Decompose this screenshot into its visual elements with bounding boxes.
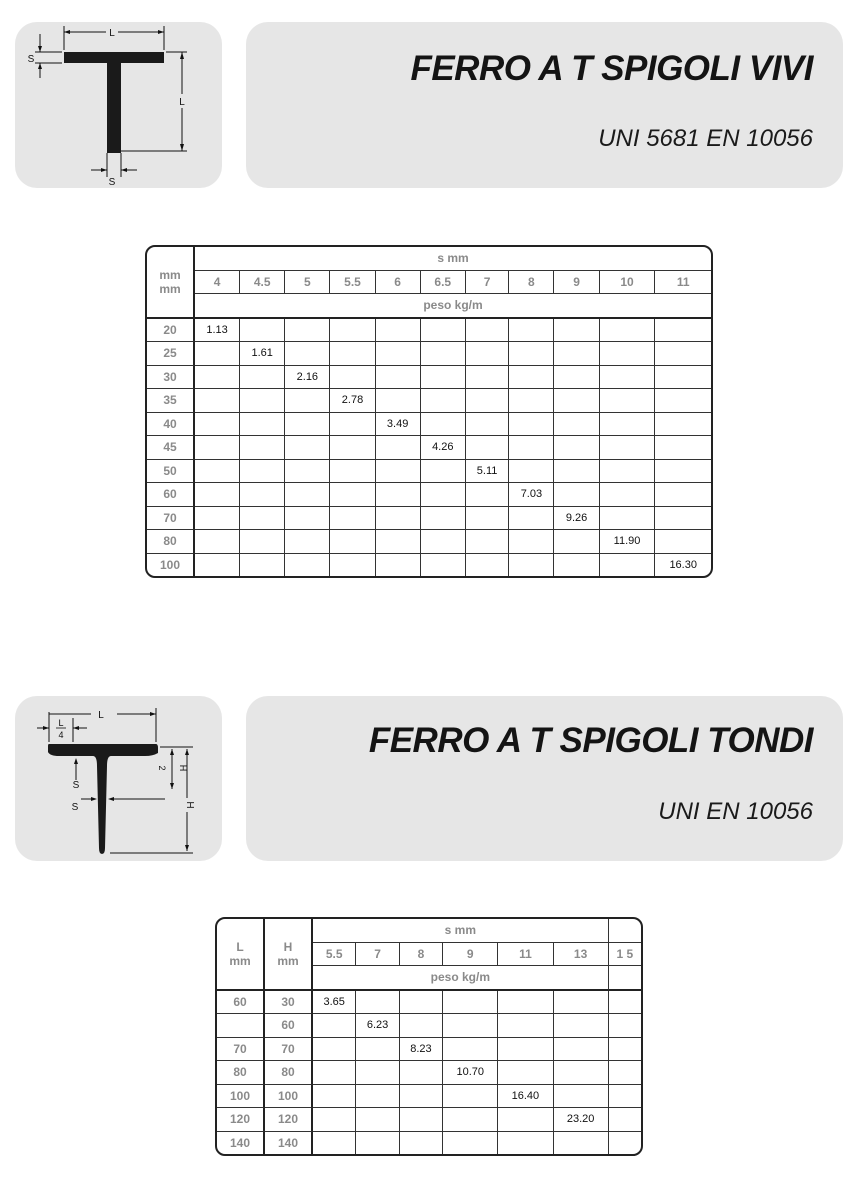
weight-cell (330, 530, 375, 554)
weight-cell (195, 413, 240, 437)
row-L-label: 60 (217, 991, 265, 1015)
corner-header (147, 247, 195, 319)
weight-cell (554, 554, 599, 577)
table-row (147, 436, 711, 460)
weight-cell (655, 507, 711, 531)
weight-cell (240, 413, 285, 437)
weight-cell (421, 460, 466, 484)
weight-subheader: peso kg/m (195, 294, 711, 319)
weight-cell (609, 1085, 641, 1109)
weight-cell (240, 530, 285, 554)
dim-label-L-top: L (98, 710, 104, 721)
weight-cell (330, 319, 375, 343)
weight-cell (443, 1014, 498, 1038)
weight-cell (330, 507, 375, 531)
table-row (147, 460, 711, 484)
t-flange (64, 52, 164, 63)
weight-cell (600, 436, 656, 460)
thickness-header: 11 (655, 271, 711, 295)
weight-cell (400, 1061, 443, 1085)
row-size-label: 80 (147, 530, 195, 554)
weight-cell (609, 1132, 641, 1155)
weight-cell (376, 436, 421, 460)
row-L-label: 100 (217, 1085, 265, 1109)
weight-cell (600, 554, 656, 577)
weight-cell (195, 389, 240, 413)
table-row (147, 483, 711, 507)
table-row (217, 1085, 641, 1109)
section-title: FERRO A T SPIGOLI TONDI (368, 721, 813, 760)
weight-cell (400, 1085, 443, 1109)
weight-cell (509, 342, 554, 366)
weight-cell (600, 389, 656, 413)
weight-cell (509, 436, 554, 460)
weight-cell (498, 1132, 553, 1155)
weight-cell (195, 436, 240, 460)
title-panel-spigoli-vivi (246, 22, 843, 188)
weight-cell (421, 554, 466, 577)
section-title: FERRO A T SPIGOLI VIVI (410, 49, 813, 88)
header-row-group (147, 247, 711, 271)
thickness-header: 10 (600, 271, 656, 295)
weight-cell (609, 1108, 641, 1132)
table-row (147, 554, 711, 577)
group-header-extra (609, 919, 641, 943)
group-header: s mm (313, 919, 609, 943)
weight-cell (554, 1061, 609, 1085)
table-row (147, 413, 711, 437)
thickness-header: 9 (443, 943, 498, 967)
table-row (147, 389, 711, 413)
weight-cell (554, 1014, 609, 1038)
row-size-label: 35 (147, 389, 195, 413)
weight-cell: 3.65 (313, 991, 356, 1015)
table-row (147, 507, 711, 531)
dim-label-L-fraction: L (58, 718, 64, 728)
table-row (217, 1132, 641, 1155)
weight-cell (195, 507, 240, 531)
thickness-header: 4 (195, 271, 240, 295)
weight-cell (400, 1108, 443, 1132)
weight-cell (655, 436, 711, 460)
weight-cell (498, 1014, 553, 1038)
weight-cell (655, 389, 711, 413)
weight-cell (509, 319, 554, 343)
col-H-label-1: H (283, 939, 293, 954)
weight-cell (509, 366, 554, 390)
weight-cell (600, 460, 656, 484)
weight-cell (421, 366, 466, 390)
weight-cell: 7.03 (509, 483, 554, 507)
col-header-L (217, 919, 265, 991)
weight-cell (376, 483, 421, 507)
weight-cell (554, 342, 599, 366)
weight-cell (285, 530, 330, 554)
row-H-label: 140 (265, 1132, 313, 1155)
weight-cell (313, 1085, 356, 1109)
weight-cell (466, 366, 509, 390)
row-H-label: 100 (265, 1085, 313, 1109)
col-L-label-2: mm (229, 953, 251, 968)
weight-cell (376, 460, 421, 484)
weight-cell (376, 342, 421, 366)
table-row (147, 530, 711, 554)
table-row (147, 366, 711, 390)
thickness-header: 1 5 (609, 943, 641, 967)
weight-cell (554, 1038, 609, 1062)
weight-cell (466, 554, 509, 577)
weight-cell (443, 991, 498, 1015)
thickness-header: 8 (509, 271, 554, 295)
weight-cell (655, 530, 711, 554)
table-row (217, 1014, 641, 1038)
weight-cell (600, 483, 656, 507)
weight-cell (330, 460, 375, 484)
weight-cell (466, 342, 509, 366)
thickness-header: 13 (554, 943, 609, 967)
dim-label-four: 4 (58, 730, 64, 740)
thickness-header: 11 (498, 943, 553, 967)
weight-cell (421, 413, 466, 437)
row-L-label: 80 (217, 1061, 265, 1085)
thickness-header: 5.5 (313, 943, 356, 967)
weight-cell: 9.26 (554, 507, 599, 531)
diagram-panel-spigoli-vivi (15, 22, 222, 188)
weight-cell (195, 554, 240, 577)
weight-cell (509, 507, 554, 531)
weight-cell (285, 483, 330, 507)
weight-cell (498, 1061, 553, 1085)
weight-cell (554, 530, 599, 554)
weight-cell (240, 460, 285, 484)
dim-label-s-web: S (71, 802, 79, 813)
t-profile-sharp-diagram (15, 22, 222, 188)
weight-cell (376, 554, 421, 577)
dim-label-L-top: L (109, 28, 115, 39)
row-L-label (217, 1014, 265, 1038)
weight-cell (356, 1108, 399, 1132)
group-header: s mm (195, 247, 711, 271)
weight-cell (600, 507, 656, 531)
weight-cell (313, 1132, 356, 1155)
thickness-header: 7 (356, 943, 399, 967)
table-row (147, 342, 711, 366)
weight-cell (655, 342, 711, 366)
weight-cell (421, 319, 466, 343)
dim-label-s-web: S (108, 177, 116, 188)
row-H-label: 120 (265, 1108, 313, 1132)
title-panel-spigoli-tondi (246, 696, 843, 861)
weight-cell (609, 991, 641, 1015)
weight-cell (400, 1132, 443, 1155)
weight-cell (554, 319, 599, 343)
weight-cell (285, 460, 330, 484)
weight-cell (285, 436, 330, 460)
weight-cell (554, 1132, 609, 1155)
weight-cell: 3.49 (376, 413, 421, 437)
weight-cell (655, 413, 711, 437)
weight-cell (498, 1108, 553, 1132)
col-header-H (265, 919, 313, 991)
dim-label-s-flange: S (72, 780, 80, 791)
row-H-label: 80 (265, 1061, 313, 1085)
section-norm: UNI EN 10056 (658, 798, 813, 825)
weight-cell: 2.78 (330, 389, 375, 413)
weight-cell (600, 366, 656, 390)
weight-cell (600, 413, 656, 437)
weight-cell (195, 460, 240, 484)
weight-cell (554, 1085, 609, 1109)
weight-cell (400, 1014, 443, 1038)
corner-label-1: mm (159, 267, 181, 282)
weight-cell: 2.16 (285, 366, 330, 390)
weight-cell (313, 1061, 356, 1085)
weight-cell: 23.20 (554, 1108, 609, 1132)
row-L-label: 140 (217, 1132, 265, 1155)
header-row-thickness (147, 271, 711, 295)
row-L-label: 120 (217, 1108, 265, 1132)
dim-label-H-side: H (184, 801, 195, 809)
weight-cell: 5.11 (466, 460, 509, 484)
weight-cell (421, 507, 466, 531)
weight-cell (330, 413, 375, 437)
weight-cell: 16.40 (498, 1085, 553, 1109)
weight-cell (356, 1038, 399, 1062)
weight-cell (313, 1014, 356, 1038)
weight-cell (609, 1061, 641, 1085)
weight-cell (240, 366, 285, 390)
weight-cell (466, 413, 509, 437)
weight-cell: 1.61 (240, 342, 285, 366)
weight-cell (330, 342, 375, 366)
weight-cell (609, 1014, 641, 1038)
weight-cell (240, 319, 285, 343)
weight-cell (376, 319, 421, 343)
weight-cell (443, 1132, 498, 1155)
weight-cell (498, 991, 553, 1015)
weight-cell (376, 530, 421, 554)
weight-cell (195, 530, 240, 554)
thickness-header: 5.5 (330, 271, 375, 295)
weight-cell (421, 389, 466, 413)
weight-cell (421, 530, 466, 554)
row-size-label: 25 (147, 342, 195, 366)
weight-cell (240, 436, 285, 460)
weight-cell (421, 483, 466, 507)
weight-cell (313, 1108, 356, 1132)
dim-label-two: 2 (157, 765, 167, 771)
table-row (147, 319, 711, 343)
weight-cell (554, 413, 599, 437)
weight-cell (400, 991, 443, 1015)
weight-cell (554, 366, 599, 390)
weight-cell (655, 460, 711, 484)
table-row (217, 991, 641, 1015)
weight-cell (600, 319, 656, 343)
row-size-label: 20 (147, 319, 195, 343)
weight-cell (509, 460, 554, 484)
weight-cell (285, 389, 330, 413)
weight-cell (554, 991, 609, 1015)
weight-cell (443, 1038, 498, 1062)
weight-subheader: peso kg/m (313, 966, 609, 991)
weight-cell (466, 507, 509, 531)
weight-cell (655, 366, 711, 390)
weight-cell: 8.23 (400, 1038, 443, 1062)
weight-cell: 1.13 (195, 319, 240, 343)
weight-cell (376, 366, 421, 390)
weight-cell (285, 319, 330, 343)
dim-label-H-fraction: H (178, 764, 188, 772)
row-size-label: 60 (147, 483, 195, 507)
row-size-label: 40 (147, 413, 195, 437)
row-size-label: 70 (147, 507, 195, 531)
weight-cell (285, 342, 330, 366)
table-row (217, 1038, 641, 1062)
weight-cell (443, 1108, 498, 1132)
weight-cell (285, 507, 330, 531)
weight-table-spigoli-vivi (145, 245, 713, 578)
corner-label-2: mm (159, 281, 181, 296)
header-row-group (217, 919, 641, 943)
diagram-panel-spigoli-tondi (15, 696, 222, 861)
weight-cell (356, 1085, 399, 1109)
weight-cell (655, 483, 711, 507)
weight-cell (356, 991, 399, 1015)
weight-cell (285, 413, 330, 437)
weight-cell: 11.90 (600, 530, 656, 554)
thickness-header: 9 (554, 271, 599, 295)
weight-cell (240, 483, 285, 507)
weight-cell (554, 389, 599, 413)
row-H-label: 30 (265, 991, 313, 1015)
weight-cell (498, 1038, 553, 1062)
weight-cell (356, 1061, 399, 1085)
col-L-label-1: L (236, 939, 244, 954)
weight-cell (466, 530, 509, 554)
weight-cell (240, 389, 285, 413)
weight-cell (421, 342, 466, 366)
thickness-header: 6 (376, 271, 421, 295)
thickness-header: 6.5 (421, 271, 466, 295)
weight-cell (240, 554, 285, 577)
weight-cell (466, 389, 509, 413)
weight-cell (509, 530, 554, 554)
weight-cell (195, 366, 240, 390)
section-norm: UNI 5681 EN 10056 (598, 125, 813, 152)
t-web (107, 63, 121, 153)
weight-cell (466, 319, 509, 343)
weight-cell (376, 389, 421, 413)
weight-cell (554, 483, 599, 507)
row-H-label: 70 (265, 1038, 313, 1062)
weight-cell: 16.30 (669, 558, 697, 571)
weight-cell: 10.70 (443, 1061, 498, 1085)
row-size-label: 100 (147, 554, 195, 577)
weight-cell (609, 1038, 641, 1062)
weight-cell (509, 554, 554, 577)
header-row-weight (147, 294, 711, 319)
weight-cell (313, 1038, 356, 1062)
thickness-header: 8 (400, 943, 443, 967)
table-row (217, 1061, 641, 1085)
weight-cell (330, 554, 375, 577)
weight-cell (376, 507, 421, 531)
row-size-label: 50 (147, 460, 195, 484)
row-H-label: 60 (265, 1014, 313, 1038)
weight-cell (509, 389, 554, 413)
dim-label-s-flange: S (27, 54, 35, 65)
t-profile-round-diagram (15, 696, 222, 861)
weight-cell (330, 366, 375, 390)
weight-cell (330, 483, 375, 507)
weight-cell: 6.23 (356, 1014, 399, 1038)
col-H-label-2: mm (277, 953, 299, 968)
weight-cell (195, 342, 240, 366)
row-size-label: 45 (147, 436, 195, 460)
row-L-label: 70 (217, 1038, 265, 1062)
weight-cell (655, 319, 711, 343)
weight-cell (466, 483, 509, 507)
weight-cell (443, 1085, 498, 1109)
thickness-header: 4.5 (240, 271, 285, 295)
weight-cell (195, 483, 240, 507)
weight-cell (240, 507, 285, 531)
thickness-header: 5 (285, 271, 330, 295)
weight-cell (509, 413, 554, 437)
weight-cell (554, 460, 599, 484)
weight-cell (600, 342, 656, 366)
dim-label-L-side: L (179, 97, 185, 108)
weight-subheader-extra (609, 966, 641, 991)
thickness-header: 7 (466, 271, 509, 295)
row-size-label: 30 (147, 366, 195, 390)
weight-cell (356, 1132, 399, 1155)
weight-cell (285, 554, 330, 577)
weight-cell (554, 436, 599, 460)
weight-table-spigoli-tondi (215, 917, 643, 1156)
weight-cell (330, 436, 375, 460)
weight-cell (466, 436, 509, 460)
weight-cell: 4.26 (421, 436, 466, 460)
table-row (217, 1108, 641, 1132)
